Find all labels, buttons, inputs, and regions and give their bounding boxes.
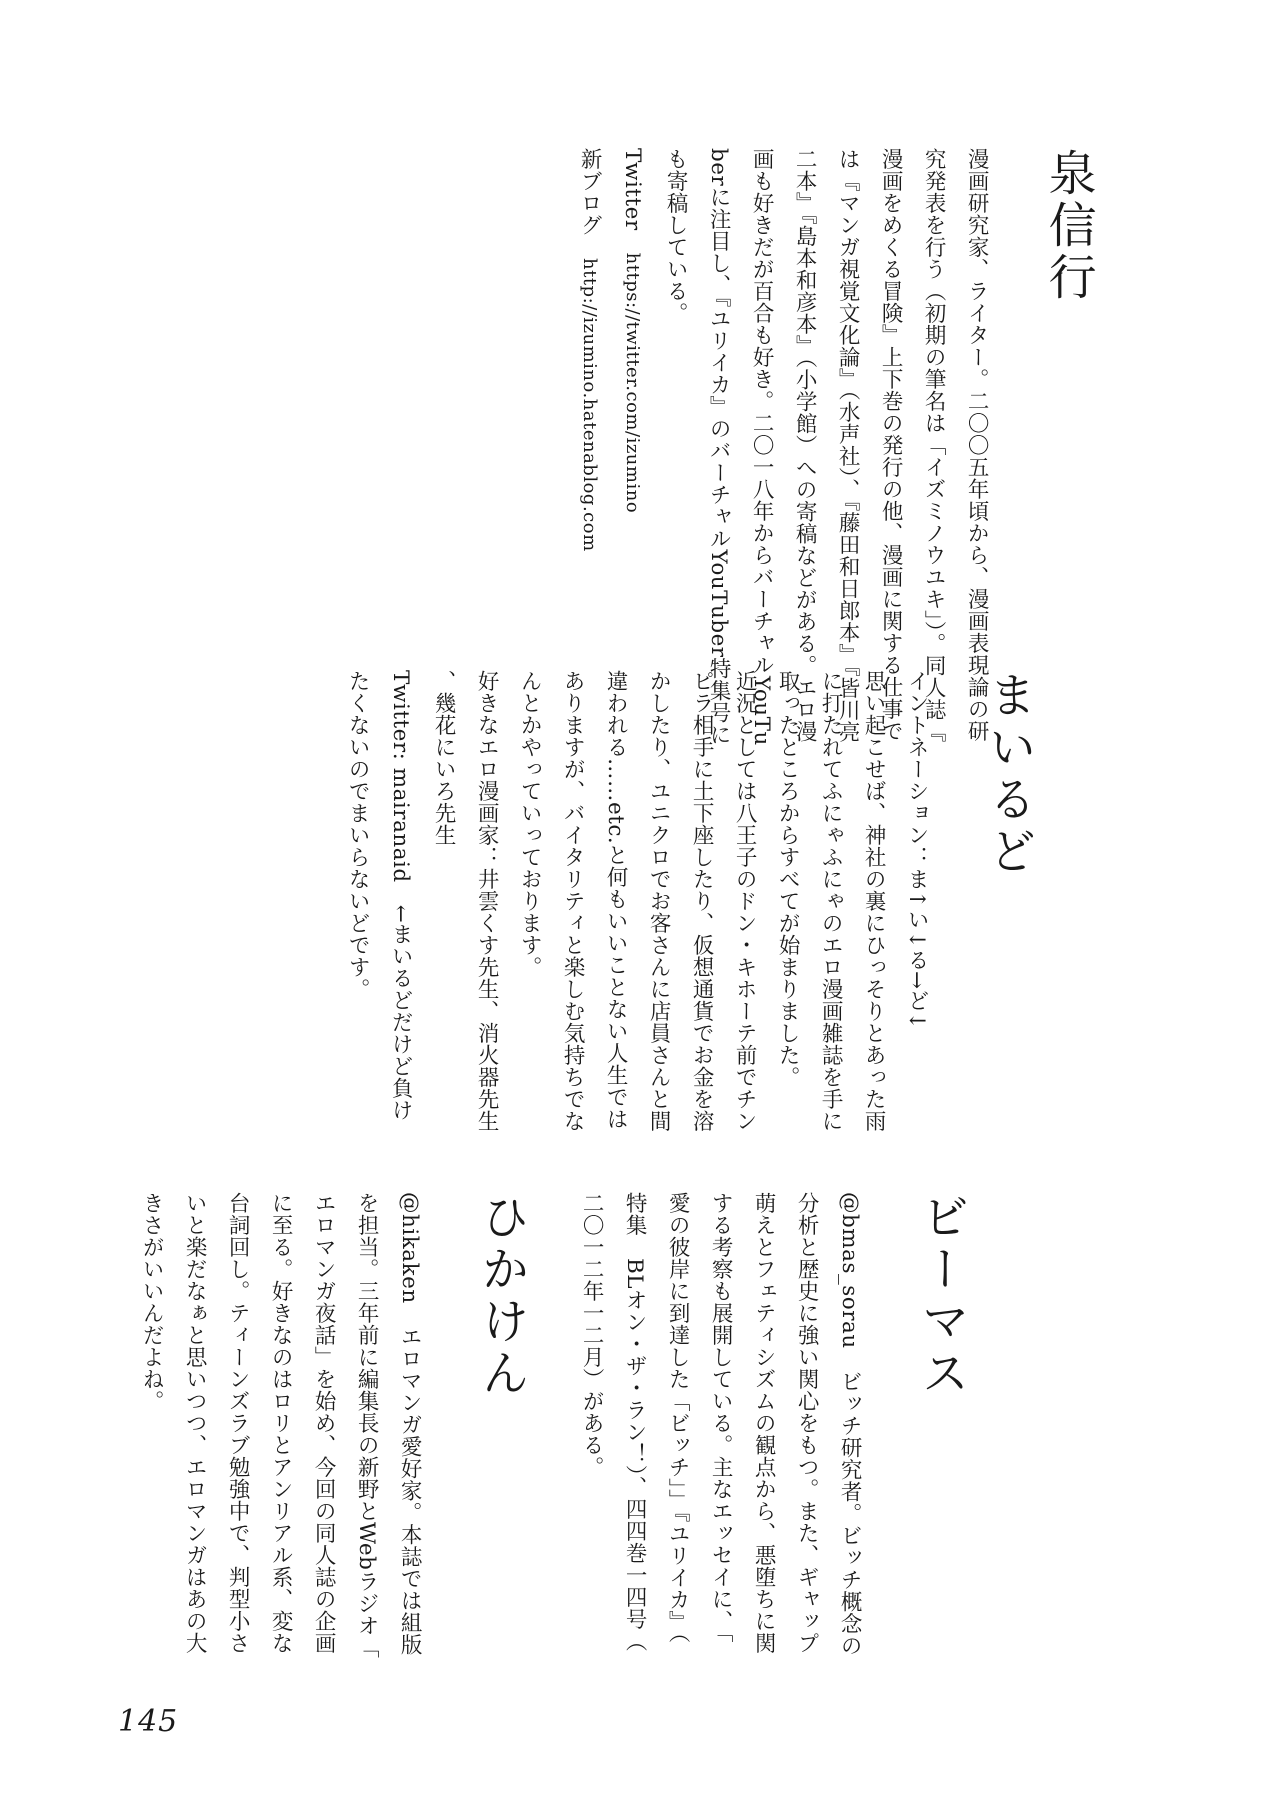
profile-bio: @hikaken エロマンガ愛好家。本誌では組版を担当。三年前に編集長の新野とWebラジオ「エロマンガ夜話」を始め、今回の同人誌の企画に至る。好きなのはロリとアンリアル系、変な台詞回し。ティーンズラブ勉強中で、判型小さいと楽だなぁと思いつつ、エロマンガはあの大きさがいいんだよね。 (139, 1192, 423, 1659)
profile-link-twitter (611, 148, 654, 748)
profile-favorites: 好きなエロ漫画家：井雲くす先生、消火器先生、幾花にいろ先生 (431, 670, 500, 1132)
profile-name: 泉信行 (1040, 148, 1097, 304)
page-number: 145 (118, 1704, 179, 1739)
profile-bio: 思い起こせば、神社の裏にひっそりとあった雨に打たれてふにゃふにゃのエロ漫画雑誌を手に取ったところからすべてが始まりました。 (775, 670, 887, 1132)
link-label: 新ブログ (577, 148, 603, 236)
twitter-url[interactable]: https://twitter.com/izumino (622, 252, 644, 514)
profile-bio: 近況としては八王子のドン・キホーテ前でチンピラ相手に土下座したり、仮想通貨でお金を溶かしたり、ユニクロでお客さんに店員さんと間違われる……etc.と何もいいことない人生ではありますが、バイタリティと楽しむ気持ちでなんとかやっていっております。 (517, 670, 758, 1132)
profile-hikaken (130, 1192, 565, 1664)
profile-mairudo (336, 670, 1072, 1142)
profile-twitter: Twitter: mairanaid ←まいるどだけど負けたくないのでまいらないどです。 (345, 670, 414, 1122)
profile-izumi (568, 148, 1132, 748)
profile-bio: @bmas_sorau ビッチ研究者。ビッチ概念の分析と歴史に強い関心をもつ。また、ギャップ萌えとフェティシズムの観点から、悪堕ちに関する考察も展開している。主なエッセイに、「愛の彼岸に到達した「ビッチ」」『ユリイカ』（特集 BLオン・ザ・ラン！）、四四巻一四号（二〇一二年一二月）がある。 (579, 1192, 863, 1657)
blog-url[interactable]: http://izumino.hatenablog.com (579, 258, 601, 552)
profile-intonation: イントネーション：ま↑い↓る→ど↓ (904, 670, 930, 1031)
profile-name: まいるど (980, 670, 1037, 878)
profile-bmas (570, 1192, 1005, 1664)
profile-name: ビーマス (913, 1192, 970, 1400)
profile-link-blog (568, 148, 611, 748)
profile-bio: 漫画研究家、ライター。二〇〇五年頃から、漫画表現論の研究発表を行う（初期の筆名は「イズミノウユキ」）。同人誌『漫画をめくる冒険』上下巻の発行の他、漫画に関する仕事では『マンガ視覚文化論』（水声社）、『藤田和日郎本』『皆川亮二本』『島本和彦本』（小学館）への寄稿などがある。エロ漫画も好きだが百合も好き。二〇一八年からバーチャルYouTuberに注目し、『ユリイカ』のバーチャルYouTuber特集号にも寄稿している。 (663, 148, 990, 746)
profile-name: ひかけん (473, 1192, 530, 1400)
link-label: Twitter (620, 148, 646, 231)
